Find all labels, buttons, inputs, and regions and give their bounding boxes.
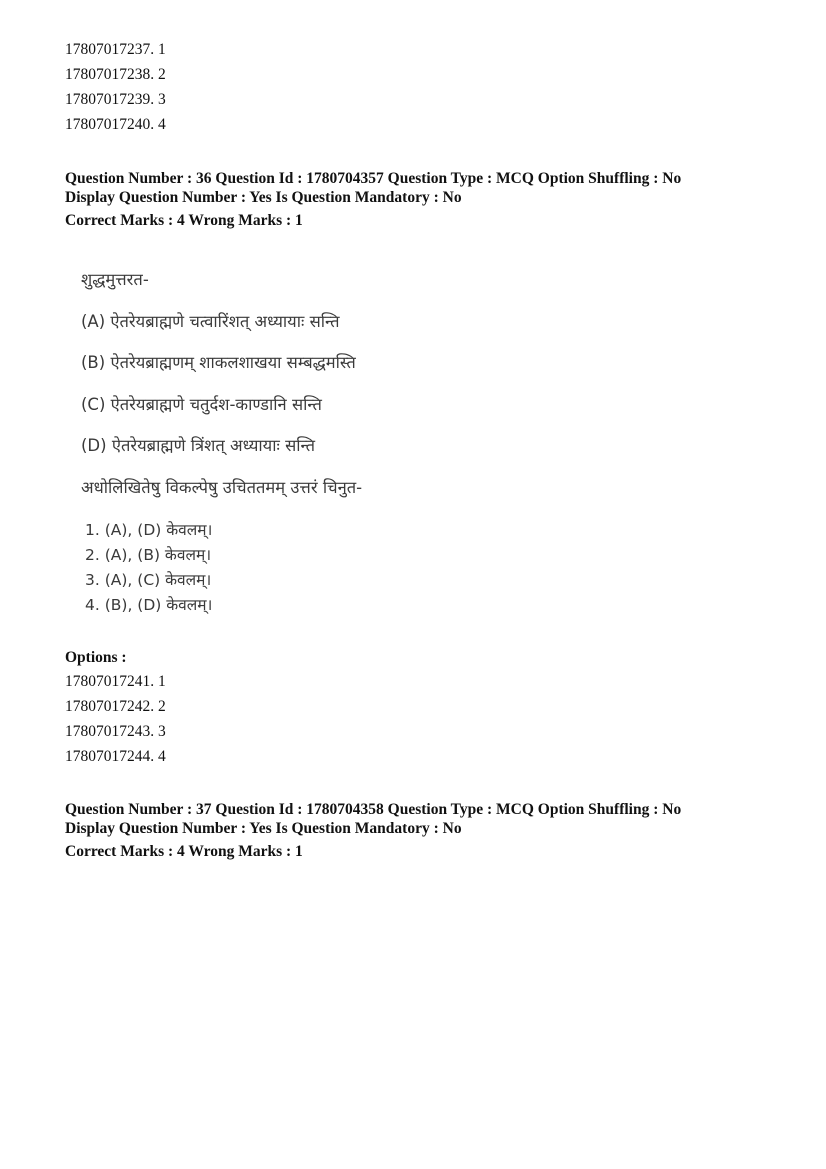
option-id-line: 17807017237. 1 bbox=[65, 41, 166, 58]
choice-2: 2. (A), (B) केवलम्। bbox=[85, 546, 212, 564]
statement-c: (C) ऐतरेयब्राह्मणे चतुर्दश-काण्डानि सन्ति bbox=[81, 395, 322, 414]
question-37-header-line2: Display Question Number : Yes Is Question Mandatory : No bbox=[65, 820, 462, 837]
statement-d: (D) ऐतरेयब्राह्मणे त्रिंशत् अध्यायाः सन्ति bbox=[81, 436, 315, 455]
option-id-line: 17807017241. 1 bbox=[65, 673, 166, 690]
question-37-header-line1: Question Number : 37 Question Id : 1780704358 Question Type : MCQ Option Shuffling : No bbox=[65, 801, 682, 818]
choice-4: 4. (B), (D) केवलम्। bbox=[85, 596, 213, 614]
option-id-line: 17807017244. 4 bbox=[65, 748, 166, 765]
question-37-marks: Correct Marks : 4 Wrong Marks : 1 bbox=[65, 843, 303, 860]
statement-a: (A) ऐतरेयब्राह्मणे चत्वारिंशत् अध्यायाः सन्ति bbox=[81, 312, 340, 331]
option-id-line: 17807017238. 2 bbox=[65, 66, 166, 83]
option-id-line: 17807017240. 4 bbox=[65, 116, 166, 133]
question-instruction: अधोलिखितेषु विकल्पेषु उचिततमम् उत्तरं चिनुत- bbox=[81, 478, 363, 497]
question-36-header-line1: Question Number : 36 Question Id : 1780704357 Question Type : MCQ Option Shuffling : No bbox=[65, 170, 682, 187]
question-prompt: शुद्धमुत्तरत- bbox=[81, 270, 149, 289]
option-id-line: 17807017239. 3 bbox=[65, 91, 166, 108]
choice-3: 3. (A), (C) केवलम्। bbox=[85, 571, 212, 589]
options-label: Options : bbox=[65, 649, 127, 666]
choice-1: 1. (A), (D) केवलम्। bbox=[85, 521, 213, 539]
question-36-header-line2: Display Question Number : Yes Is Question Mandatory : No bbox=[65, 189, 462, 206]
statement-b: (B) ऐतरेयब्राह्मणम् शाकलशाखया सम्बद्धमस्ति bbox=[81, 353, 356, 372]
option-id-line: 17807017243. 3 bbox=[65, 723, 166, 740]
question-36-marks: Correct Marks : 4 Wrong Marks : 1 bbox=[65, 212, 303, 229]
option-id-line: 17807017242. 2 bbox=[65, 698, 166, 715]
